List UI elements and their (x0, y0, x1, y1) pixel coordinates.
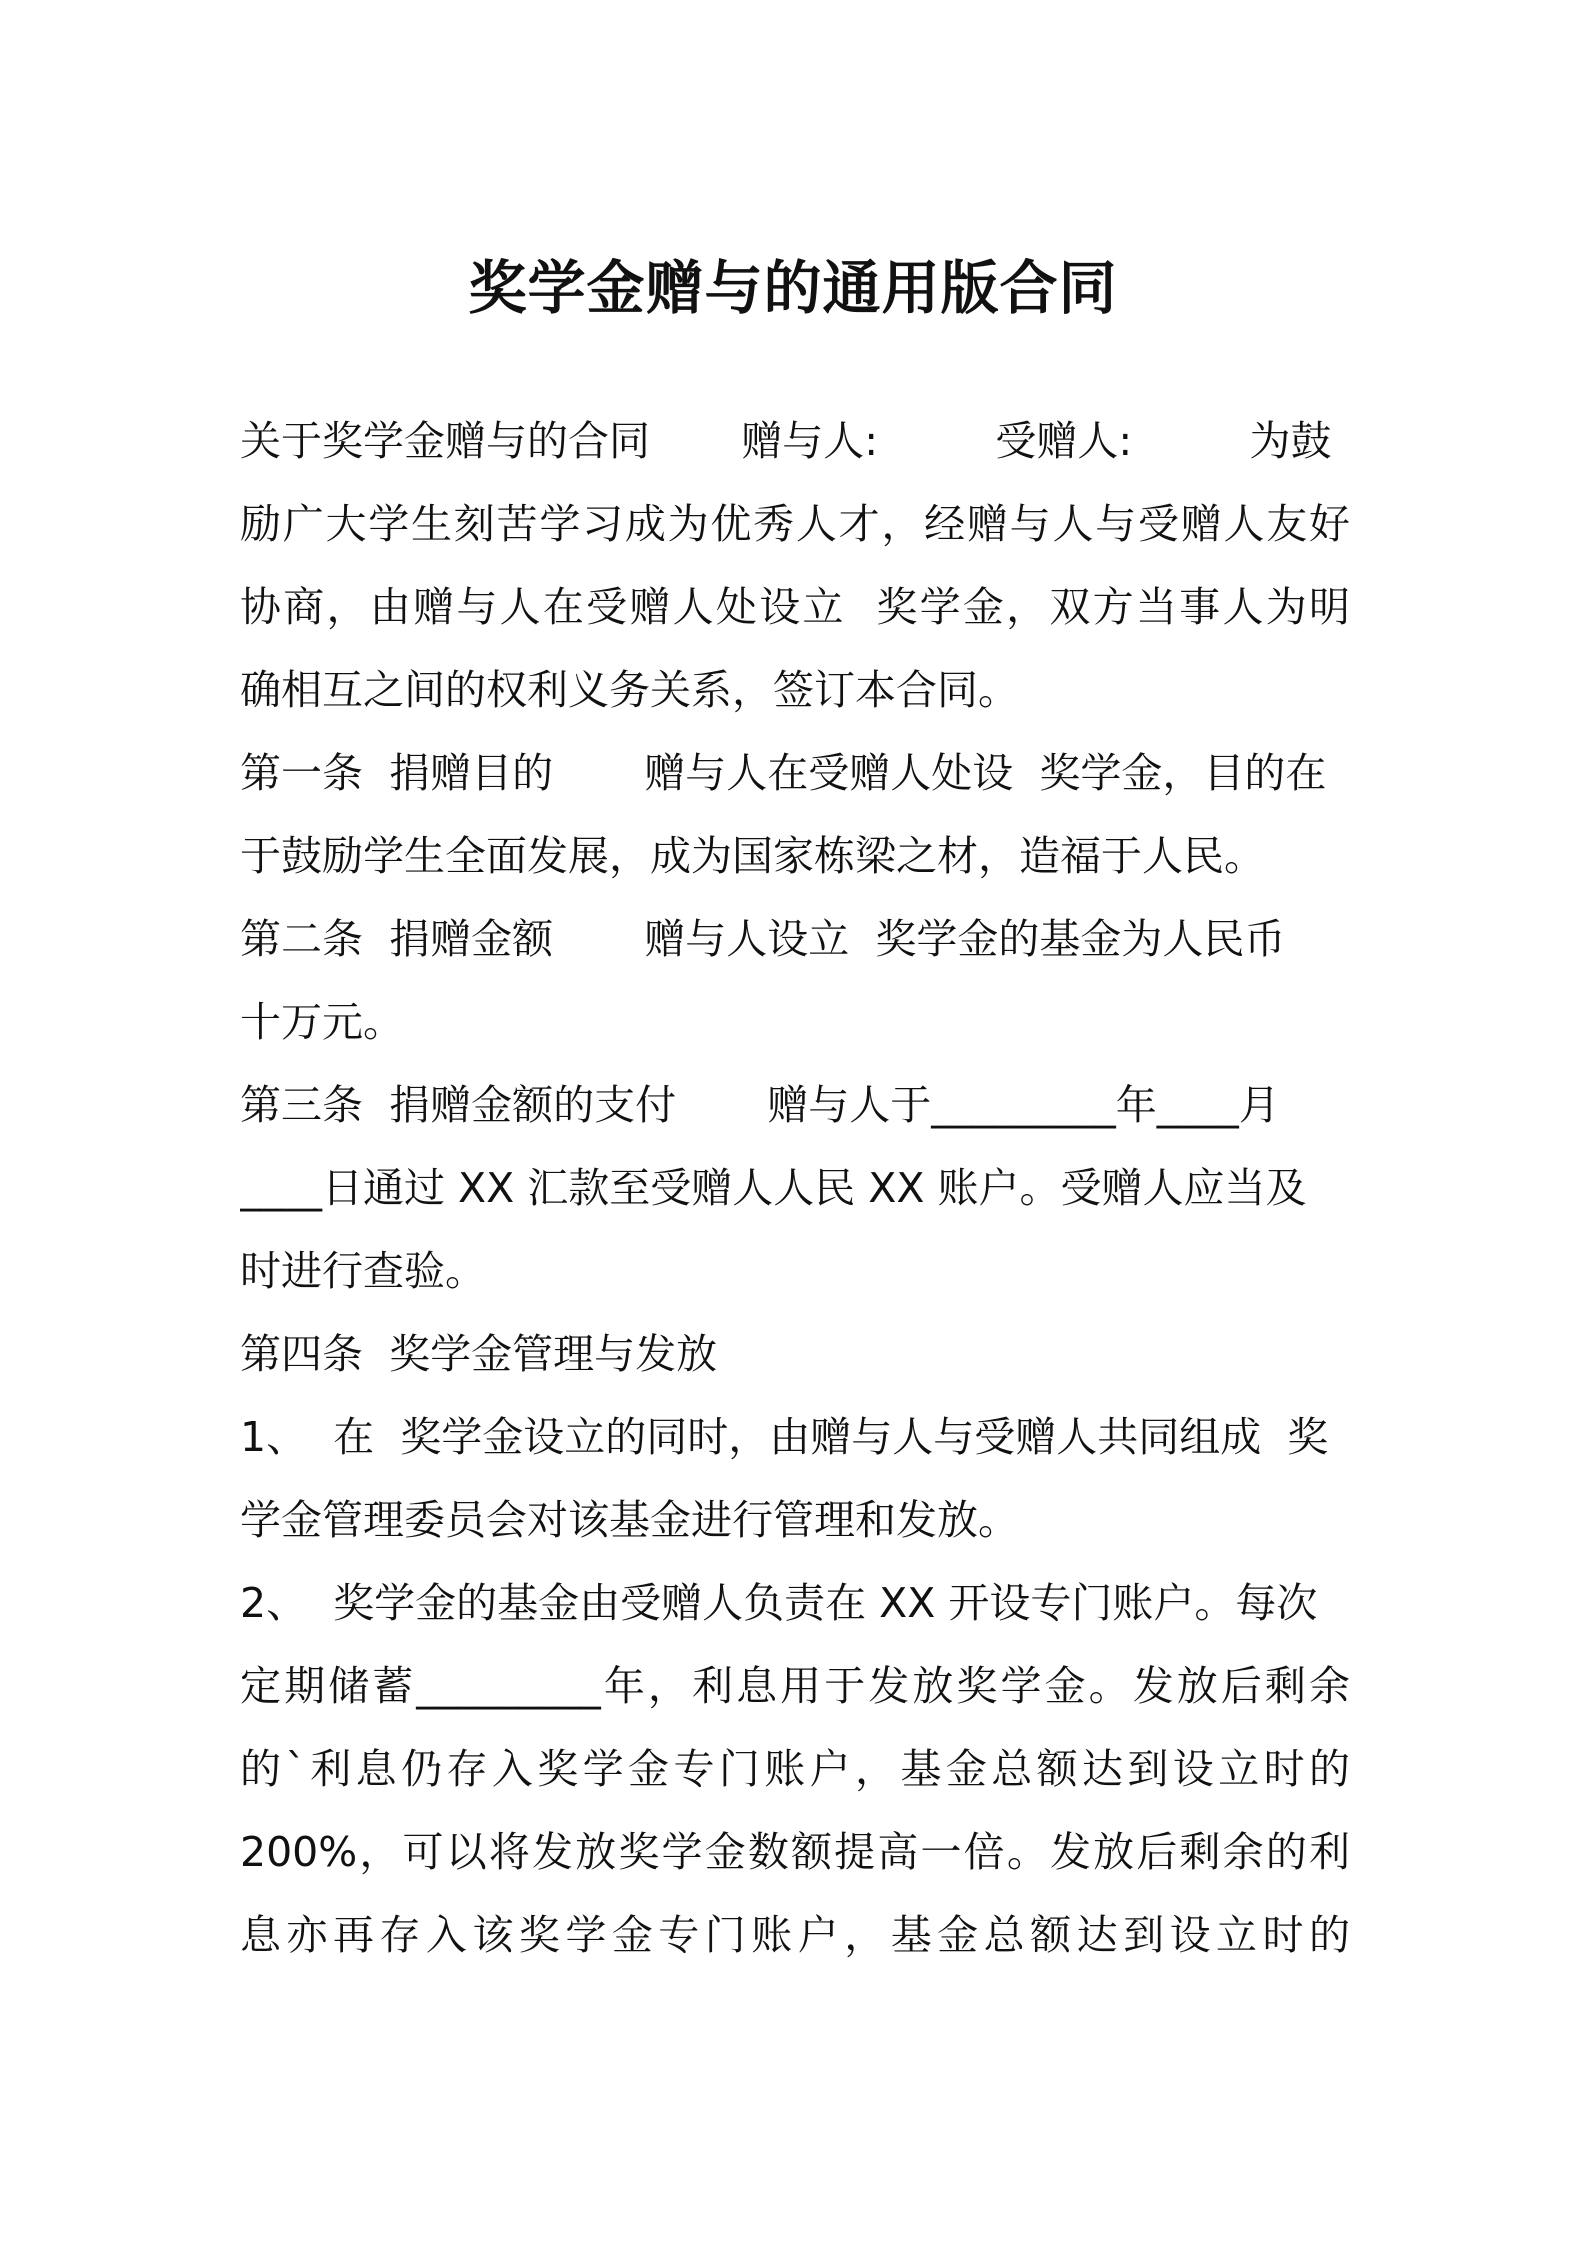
paragraph-line: 励广大学生刻苦学习成为优秀人才，经赠与人与受赠人友好 (240, 500, 1350, 548)
paragraph-line: 息亦再存入该奖学金专门账户，基金总额达到设立时的 (240, 1911, 1350, 1959)
article-line: 第一条 捐赠目的 赠与人在受赠人处设 奖学金，目的在 (240, 749, 1327, 797)
document-body (240, 400, 1350, 1977)
paragraph-line: 定期储蓄_________年，利息用于发放奖学金。发放后剩余 (240, 1662, 1350, 1710)
paragraph-line: 时进行查验。 (240, 1247, 486, 1295)
paragraph-line: 十万元。 (240, 998, 404, 1046)
list-item-line: 1、 在 奖学金设立的同时，由赠与人与受赠人共同组成 奖 (240, 1413, 1329, 1461)
paragraph-line: 确相互之间的权利义务关系，签订本合同。 (240, 666, 1019, 714)
paragraph-line: 学金管理委员会对该基金进行管理和发放。 (240, 1496, 1019, 1544)
paragraph-line: ____日通过 XX 汇款至受赠人人民 XX 账户。受赠人应当及 (240, 1164, 1307, 1212)
paragraph-line: 于鼓励学生全面发展，成为国家栋梁之材，造福于人民。 (240, 832, 1265, 880)
article-line: 第三条 捐赠金额的支付 赠与人于_________年____月 (240, 1081, 1280, 1129)
paragraph-line: 协商，由赠与人在受赠人处设立 奖学金，双方当事人为明 (240, 583, 1350, 631)
article-heading: 第四条 奖学金管理与发放 (240, 1330, 718, 1378)
list-item-line: 2、 奖学金的基金由受赠人负责在 XX 开设专门账户。每次 (240, 1579, 1318, 1627)
document-title: 奖学金赠与的通用版合同 (468, 254, 1118, 322)
paragraph-line: 关于奖学金赠与的合同 赠与人: 受赠人: 为鼓 (240, 417, 1332, 465)
article-line: 第二条 捐赠金额 赠与人设立 奖学金的基金为人民币 (240, 915, 1286, 963)
paragraph-line: 的`利息仍存入奖学金专门账户，基金总额达到设立时的 (240, 1745, 1350, 1793)
paragraph-line: 200%，可以将发放奖学金数额提高一倍。发放后剩余的利 (240, 1828, 1350, 1876)
